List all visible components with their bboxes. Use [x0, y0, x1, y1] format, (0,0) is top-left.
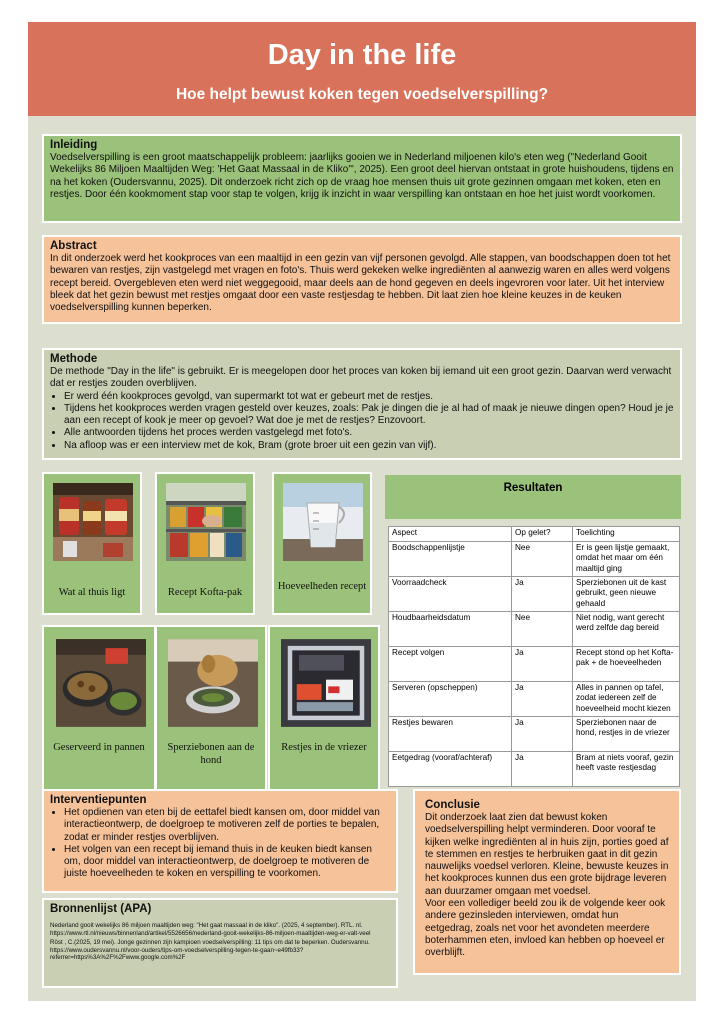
bronnen-section: [42, 898, 398, 988]
methode-list: [50, 391, 674, 452]
methode-item: • Na afloop was er een interview met de kok, Bram (grote broer uit een gezin van vijf).: [64, 440, 674, 452]
table-cell: Nee: [512, 612, 573, 647]
photo-caption: Wat al thuis ligt: [58, 587, 126, 598]
table-row: [389, 577, 680, 612]
poster: [28, 22, 696, 1001]
inleiding-heading: Inleiding: [50, 139, 98, 151]
methode-heading: Methode: [50, 353, 98, 365]
photo-caption: Sperziebonen aan de hond: [167, 742, 255, 766]
table-cell: Alles in pannen op tafel, zodat iedereen zelf de hoeveelheid mocht kiezen: [573, 682, 680, 717]
table-cell: Recept stond op het Kofta-pak + de hoeveelheden: [573, 647, 680, 682]
inleiding-section: [42, 134, 682, 223]
photo-caption: Restjes in de vriezer: [281, 742, 367, 753]
table-cell: Ja: [512, 682, 573, 717]
reference-item: Röst , C.(2025, 19 mei). Jonge gezinnen zijn kampioen voedselverspilling: 11 tips om dat te beperken. Oudersvannu. https://www.oudersvannu.nl/voor-ouders/tips-om-voedselverspilling-tegen-te-gaan~e49fb33?referrer=https%3A%2F%2Fwww.google.com%2F: [50, 939, 370, 962]
pans-on-table-photo: [56, 639, 146, 727]
methode-section: [42, 348, 682, 460]
table-row: [389, 542, 680, 577]
abstract-section: [42, 235, 682, 324]
column-header: Op gelet?: [512, 527, 573, 542]
resultaten-heading: Resultaten: [503, 482, 563, 494]
photo-caption: Hoeveelheden recept: [277, 581, 367, 592]
table-cell: Sperziebonen naar de hond, restjes in de vriezer: [573, 717, 680, 752]
table-cell: Er is geen lijstje gemaakt, omdat het maar om één maaltijd ging: [573, 542, 680, 577]
resultaten-table: [388, 526, 680, 787]
poster-subtitle: Hoe helpt bewust koken tegen voedselverspilling?: [175, 86, 549, 103]
table-row: [389, 752, 680, 787]
table-cell: Ja: [512, 717, 573, 752]
table-cell: Niet nodig, want gerecht werd zelfde dag bereid: [573, 612, 680, 647]
table-cell: Voorraadcheck: [389, 577, 512, 612]
header-banner: [28, 22, 696, 116]
photo-card-pantry: [42, 472, 142, 615]
dog-bowl-photo: [168, 639, 258, 727]
conclusie-heading: Conclusie: [425, 799, 480, 811]
table-header-row: [389, 527, 680, 542]
interventie-heading: Interventiepunten: [50, 794, 147, 806]
inleiding-text: Voedselverspilling is een groot maatschappelijk probleem: jaarlijks gooien we in Nederland miljoenen kilo's eten weg ("Nederland Gooit Wekelijks 86 Miljoen Maaltijden Weg: 'Het Gaat Massaal in de Kliko'", 2025). Een groot deel hiervan ontstaat in grote huishoudens, tijdens en na het koken (Oudersvannu, 2025). Dit onderzoek richt zich op de vraag hoe mensen thuis uit grote gezinnen omgaan met koken, eten en restjes. Door één kookmoment stap voor stap te volgen, krijg ik inzicht in waar verspilling kan ontstaan en hoe het juist wordt voorkomen.: [50, 152, 674, 200]
column-header: Toelichting: [573, 527, 680, 542]
freezer-photo: [281, 639, 371, 727]
table-cell: Recept volgen: [389, 647, 512, 682]
poster-title: Day in the life: [267, 39, 457, 71]
table-row: [389, 612, 680, 647]
table-cell: Boodschappenlijstje: [389, 542, 512, 577]
table-row: [389, 682, 680, 717]
interventie-section: [42, 789, 398, 893]
table-row: [389, 717, 680, 752]
conclusie-section: [413, 789, 681, 975]
table-cell: Restjes bewaren: [389, 717, 512, 752]
measuring-cup-photo: [283, 483, 363, 561]
interventie-list: [50, 807, 390, 881]
photo-card-dog: [155, 625, 267, 791]
pantry-jars-photo: [53, 483, 133, 561]
photo-card-served: [42, 625, 156, 791]
table-cell: Ja: [512, 647, 573, 682]
abstract-text: In dit onderzoek werd het kookproces van een maaltijd in een gezin van vijf personen gevolgd. Alle stappen, van boodschappen doen tot het bewaren van restjes, zijn vastgelegd met vragen en foto's. Thuis werd gekeken welke ingrediënten al aanwezig waren en alles werd volgens recept bereid. Overgebleven eten werd niet weggegooid, maar deels aan de hond gegeven en deels ingevroren voor later. Uit het interview bleek dat het gezin bewust met restjes omgaat door een vaste restjesdag te hebben. Dit laat zien hoe kleine keuzes in de keuken voedselverspilling kunnen beperken.: [50, 253, 671, 314]
photo-card-measure: [272, 472, 372, 615]
column-header: Aspect: [389, 527, 512, 542]
methode-item: • Er werd één kookproces gevolgd, van supermarkt tot wat er gebeurt met de restjes.: [64, 391, 674, 403]
table-cell: Ja: [512, 577, 573, 612]
resultaten-header: [385, 475, 681, 519]
table-cell: Nee: [512, 542, 573, 577]
table-cell: Eetgedrag (vooraf/achteraf): [389, 752, 512, 787]
interventie-item: • Het opdienen van eten bij de eettafel biedt kansen om, door middel van interactieontwerp, de doelgroep te motiveren zelf de porties te bepalen, zodat er minder restjes overblijven.: [64, 807, 390, 844]
reference-item: Nederland gooit wekelijks 86 miljoen maaltijden weg: "Het gaat massaal in de kliko". (2025, 4 september). RTL. nl. https://www.rtl.nl/nieuws/binnenland/artikel/5526656/nederland-gooit-wekelijks-86-miljoen-maaltijden-weg-er-valt-veel: [50, 922, 371, 937]
photo-caption: Recept Kofta-pak: [167, 587, 243, 598]
abstract-heading: Abstract: [50, 240, 97, 252]
photo-caption: Geserveerd in pannen: [53, 742, 145, 753]
table-cell: Ja: [512, 752, 573, 787]
conclusie-text-2: Voor een vollediger beeld zou ik de volgende keer ook andere gezinsleden interviewen, omdat hun eetgedrag, zoals net voor het avondeten meerdere boterhammen eten, invloed kan hebben op hoeveel er overblijft.: [425, 898, 666, 959]
methode-item: • Alle antwoorden tijdens het proces werden vastgelegd met foto's.: [64, 427, 674, 439]
photo-card-freezer: [268, 625, 380, 791]
interventie-item: • Het volgen van een recept bij iemand thuis in de keuken biedt kansen om, door middel van interactieontwerp, de doelgroep te motiveren de juiste hoeveelheden te koken en verspilling te voorkomen.: [64, 844, 390, 881]
photo-card-recipe: [155, 472, 255, 615]
table-cell: Sperziebonen uit de kast gebruikt, geen nieuwe gehaald: [573, 577, 680, 612]
table-cell: Bram at niets vooraf, gezin heeft vaste restjesdag: [573, 752, 680, 787]
supermarket-shelf-photo: [166, 483, 246, 561]
table-cell: Serveren (opscheppen): [389, 682, 512, 717]
table-row: [389, 647, 680, 682]
methode-item: • Tijdens het kookproces werden vragen gesteld over keuzes, zoals: Pak je dingen die je al had of maak je nieuwe dingen open? Houd je je aan een recept of kook je meer op gevoel? Wat doe je met de restjes? Enzovoort.: [64, 403, 674, 428]
bronnen-heading: Bronnenlijst (APA): [50, 903, 152, 915]
conclusie-text: Dit onderzoek laat zien dat bewust koken voedselverspilling helpt verminderen. Door vooraf te kijken welke ingrediënten al in huis zijn, porties goed af te stemmen en restjes te herbruiken gaat in dit gezin nauwelijks voedsel verloren. Kleine, bewuste keuzes in het kookproces kunnen dus een grote bijdrage leveren aan duurzamer omgaan met voedsel.: [425, 812, 669, 897]
methode-intro: De methode "Day in the life" is gebruikt. Er is meegelopen door het proces van koken bij iemand uit een groot gezin. Daarvan werd verwacht dat er restjes zouden overblijven.: [50, 366, 672, 390]
table-cell: Houdbaarheidsdatum: [389, 612, 512, 647]
